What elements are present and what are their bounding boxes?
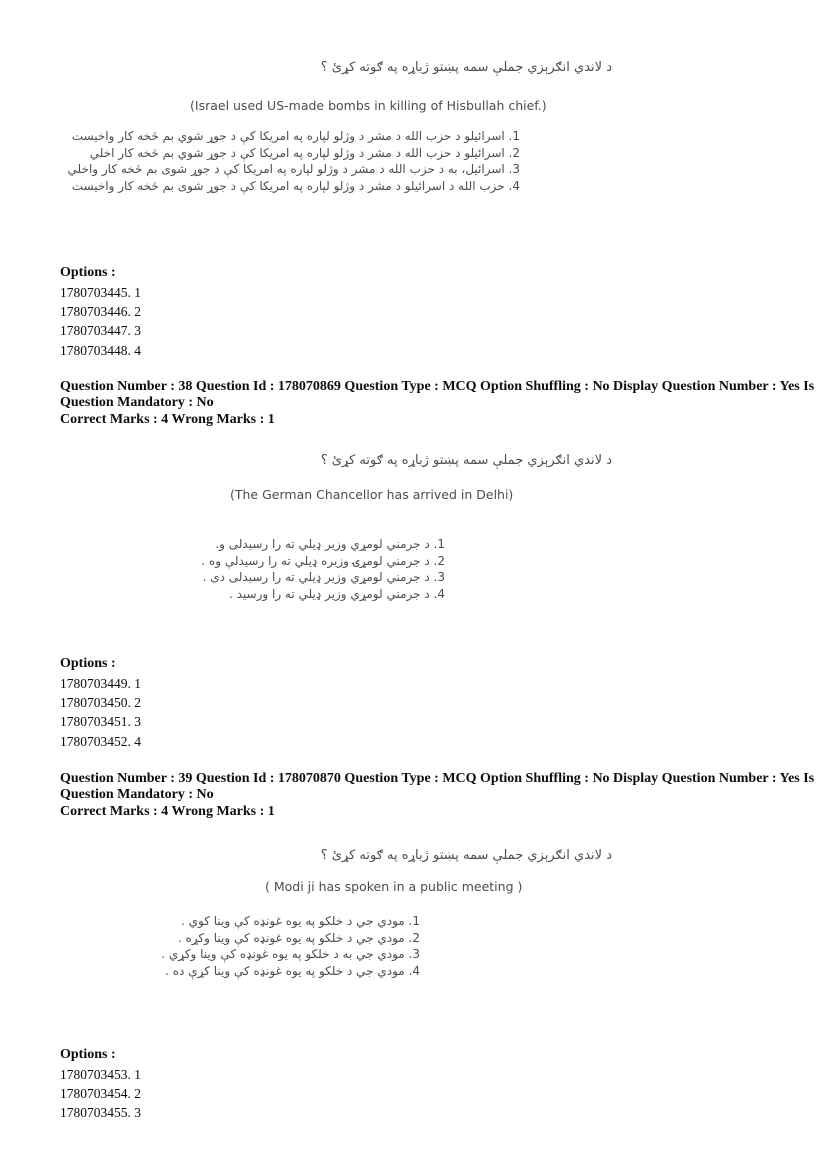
option-id-line: 1780703455. 3: [60, 1105, 141, 1121]
choice-line: 3. مودي جي به د خلکو په یوه غونډه کې وینا وکړي .: [161, 947, 420, 962]
pashto-question-text: د لاندي انګرېزي جملې سمه پښتو ژباړه په ګوته کړئ ؟: [320, 848, 612, 863]
marks-line: Correct Marks : 4 Wrong Marks : 1: [60, 412, 275, 427]
option-id-line: 1780703453. 1: [60, 1067, 141, 1082]
option-id-line: 1780703451. 3: [60, 714, 141, 730]
choice-line: 1. اسرائیلو د حزب الله د مشر د وژلو لپاره په امریکا کې د جوړ شوي بم څخه کار واخیست: [71, 129, 520, 143]
pashto-question-text: د لاندي انګرېزي جملې سمه پښتو ژباړه په ګوته کړئ ؟: [320, 453, 612, 468]
option-id-line: 1780703445. 1: [60, 285, 141, 300]
choice-line: 2. د جرمني لومړۍ وزیره ډیلي ته را رسیدلې وه .: [201, 553, 445, 568]
choice-line: 4. مودي جي د خلکو په یوه غونډه کې وینا کړې ده .: [165, 963, 420, 978]
option-id-line: 1780703447. 3: [60, 323, 141, 339]
choice-line: 1. د جرمني لومړي وزیر ډیلي ته را رسیدلی و.: [215, 537, 445, 551]
question-metadata-line: Question Mandatory : No: [60, 394, 214, 410]
question-metadata: [60, 771, 814, 802]
options-label: Options :: [60, 656, 116, 671]
pashto-question-text: د لاندي انګرېزي جملې سمه پښتو ژباړه په ګوته کړئ ؟: [320, 60, 612, 75]
option-id-line: 1780703452. 4: [60, 733, 141, 749]
english-translation-text: (The German Chancellor has arrived in Delhi): [230, 487, 514, 502]
option-id-list: [60, 674, 141, 751]
option-id-line: 1780703454. 2: [60, 1086, 141, 1102]
question-metadata-line: Question Mandatory : No: [60, 786, 214, 802]
question-metadata: [60, 379, 814, 410]
options-label: Options :: [60, 265, 116, 280]
choice-list: [161, 913, 420, 979]
option-id-list: [60, 1065, 141, 1123]
english-translation-text: ( Modi ji has spoken in a public meeting ): [265, 879, 523, 894]
choice-line: 4. د جرمني لومړي وزیر ډیلي ته را ورسید .: [228, 586, 445, 601]
marks-line: Correct Marks : 4 Wrong Marks : 1: [60, 804, 275, 819]
choice-list: [201, 536, 445, 602]
question-metadata-line: Question Number : 39 Question Id : 178070870 Question Type : MCQ Option Shuffling : No Display Question Number : Yes Is: [60, 771, 815, 786]
option-id-list: [60, 283, 141, 360]
option-id-line: 1780703448. 4: [60, 342, 141, 358]
choice-line: 3. د جرمني لومړي وزیر ډیلي ته را رسیدلی دی .: [202, 570, 445, 585]
options-label: Options :: [60, 1047, 116, 1062]
choice-line: 2. اسرائیلو د حزب الله د مشر د وژلو لپاره په امریکا کې د جوړ شوي بم څخه کار اخلي: [89, 145, 520, 160]
english-translation-text: (Israel used US-made bombs in killing of Hisbullah chief.): [190, 98, 547, 113]
choice-line: 1. مودي جي د خلکو په یوه غونډه کې وینا کوي .: [180, 914, 420, 928]
question-metadata-line: Question Number : 38 Question Id : 178070869 Question Type : MCQ Option Shuffling : No Display Question Number : Yes Is: [60, 379, 815, 394]
choice-list: [68, 128, 520, 194]
choice-line: 2. مودي جي د خلکو په یوه غونډه کې وینا وکړه .: [177, 930, 420, 945]
option-id-line: 1780703449. 1: [60, 676, 141, 691]
option-id-line: 1780703446. 2: [60, 304, 141, 320]
choice-line: 3. اسرائیل، به د حزب الله د مشر د وژلو لپاره په امریکا کې د جوړ شوی بم څخه کار واخلي: [67, 162, 520, 177]
option-id-line: 1780703450. 2: [60, 695, 141, 711]
choice-line: 4. حزب الله د اسرائیلو د مشر د وژلو لپاره په امریکا کې د جوړ شوی بم څخه کار واخیست: [71, 178, 520, 193]
